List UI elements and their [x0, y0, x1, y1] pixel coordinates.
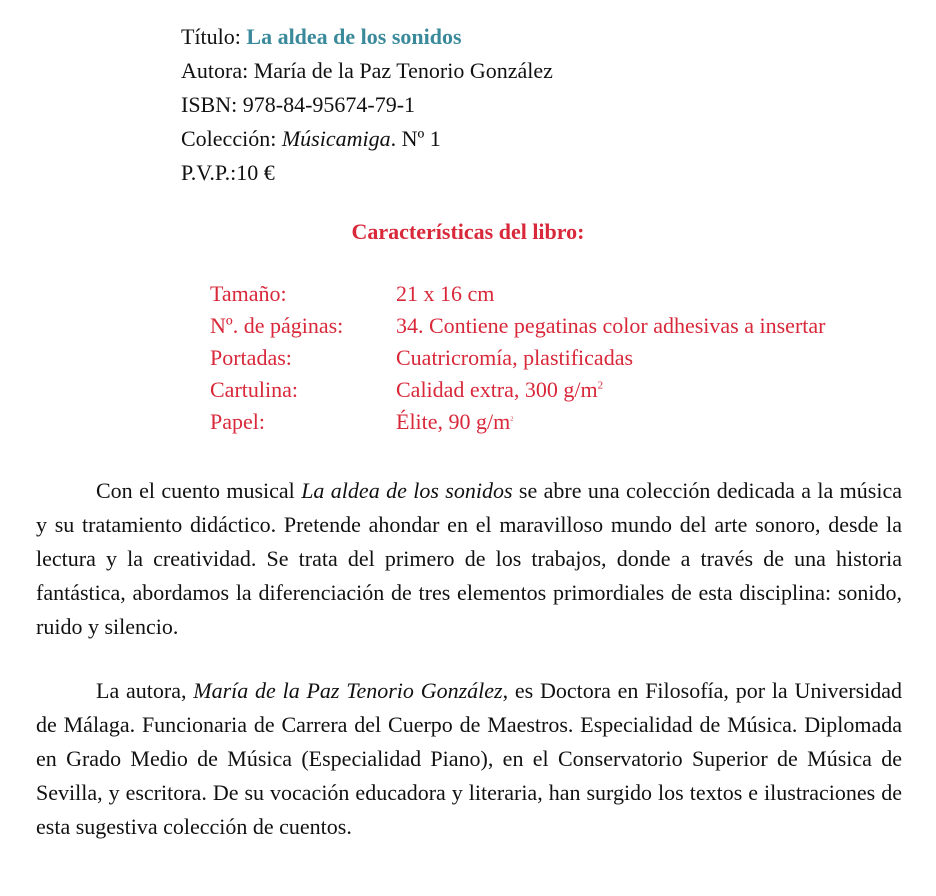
- spec-value: 34. Contiene pegatinas color adhesivas a insertar: [396, 313, 826, 338]
- superscript: 2: [597, 379, 604, 392]
- title-label: Título:: [181, 24, 241, 49]
- paragraph-text: , es Doctora en Filosofía, por la Universidad de Málaga. Funcionaria de Carrera del Cuerpo de Maestros. Especialidad de Música. Diplomada en Grado Medio de Música (Especialidad Piano), en el Conservatorio Superior de Música de Sevilla, y escritora. De su vocación educadora y literaria, han surgido los textos e ilustraciones de esta sugestiva colección de cuentos.: [36, 678, 903, 839]
- description-paragraph: [36, 474, 902, 644]
- isbn-value: 978-84-95674-79-1: [242, 92, 416, 117]
- author-line: [181, 54, 553, 88]
- isbn-label: ISBN:: [181, 92, 238, 117]
- author-name-italic: María de la Paz Tenorio González: [193, 678, 503, 703]
- author-name: María de la Paz Tenorio González: [253, 58, 553, 83]
- isbn-line: [181, 88, 553, 122]
- paragraph-text: La autora,: [96, 678, 194, 703]
- book-metadata: [181, 20, 553, 190]
- collection-name: Músicamiga: [281, 126, 391, 151]
- spec-label: Papel:: [210, 409, 265, 434]
- collection-number: . Nº 1: [390, 126, 441, 151]
- paragraph-text: Con el cuento musical: [96, 478, 302, 503]
- book-title: La aldea de los sonidos: [246, 24, 462, 49]
- spec-label: Cartulina:: [210, 377, 298, 402]
- author-label: Autora:: [181, 58, 249, 83]
- spec-value-text: Élite, 90 g/m: [396, 409, 511, 434]
- spec-row-size: [210, 278, 825, 310]
- collection-label: Colección:: [181, 126, 277, 151]
- spec-value: Cuatricromía, plastificadas: [396, 345, 634, 370]
- features-heading: Características del libro:: [351, 219, 585, 244]
- spec-row-cardstock: [210, 374, 825, 406]
- spec-row-paper: [210, 406, 825, 438]
- spec-value: [396, 374, 603, 406]
- price-line: [181, 156, 553, 190]
- paragraph-text: se abre una colección dedicada a la música y su tratamiento didáctico. Pretende ahondar en el maravilloso mundo del arte sonoro, desde la lectura y la creatividad. Se trata del primero de los trabajos, donde a través de una historia fantástica, abordamos la diferenciación de tres elementos primordiales de esta disciplina: sonido, ruido y silencio.: [36, 478, 902, 639]
- spec-row-covers: [210, 342, 825, 374]
- author-bio-paragraph: [36, 674, 902, 844]
- price-value: 10 €: [236, 160, 275, 185]
- spec-label: Tamaño:: [210, 281, 287, 306]
- features-list: [210, 278, 825, 438]
- spec-label: Portadas:: [210, 345, 292, 370]
- spec-value-text: Calidad extra, 300 g/m: [396, 377, 598, 402]
- spec-label: Nº. de páginas:: [210, 313, 344, 338]
- spec-row-pages: [210, 310, 825, 342]
- collection-line: [181, 122, 553, 156]
- spec-value: 21 x 16 cm: [396, 281, 495, 306]
- superscript: 2: [510, 416, 514, 423]
- spec-value: [396, 406, 513, 438]
- title-line: [181, 20, 553, 54]
- price-label: P.V.P.:: [181, 160, 237, 185]
- book-title-italic: La aldea de los sonidos: [301, 478, 513, 503]
